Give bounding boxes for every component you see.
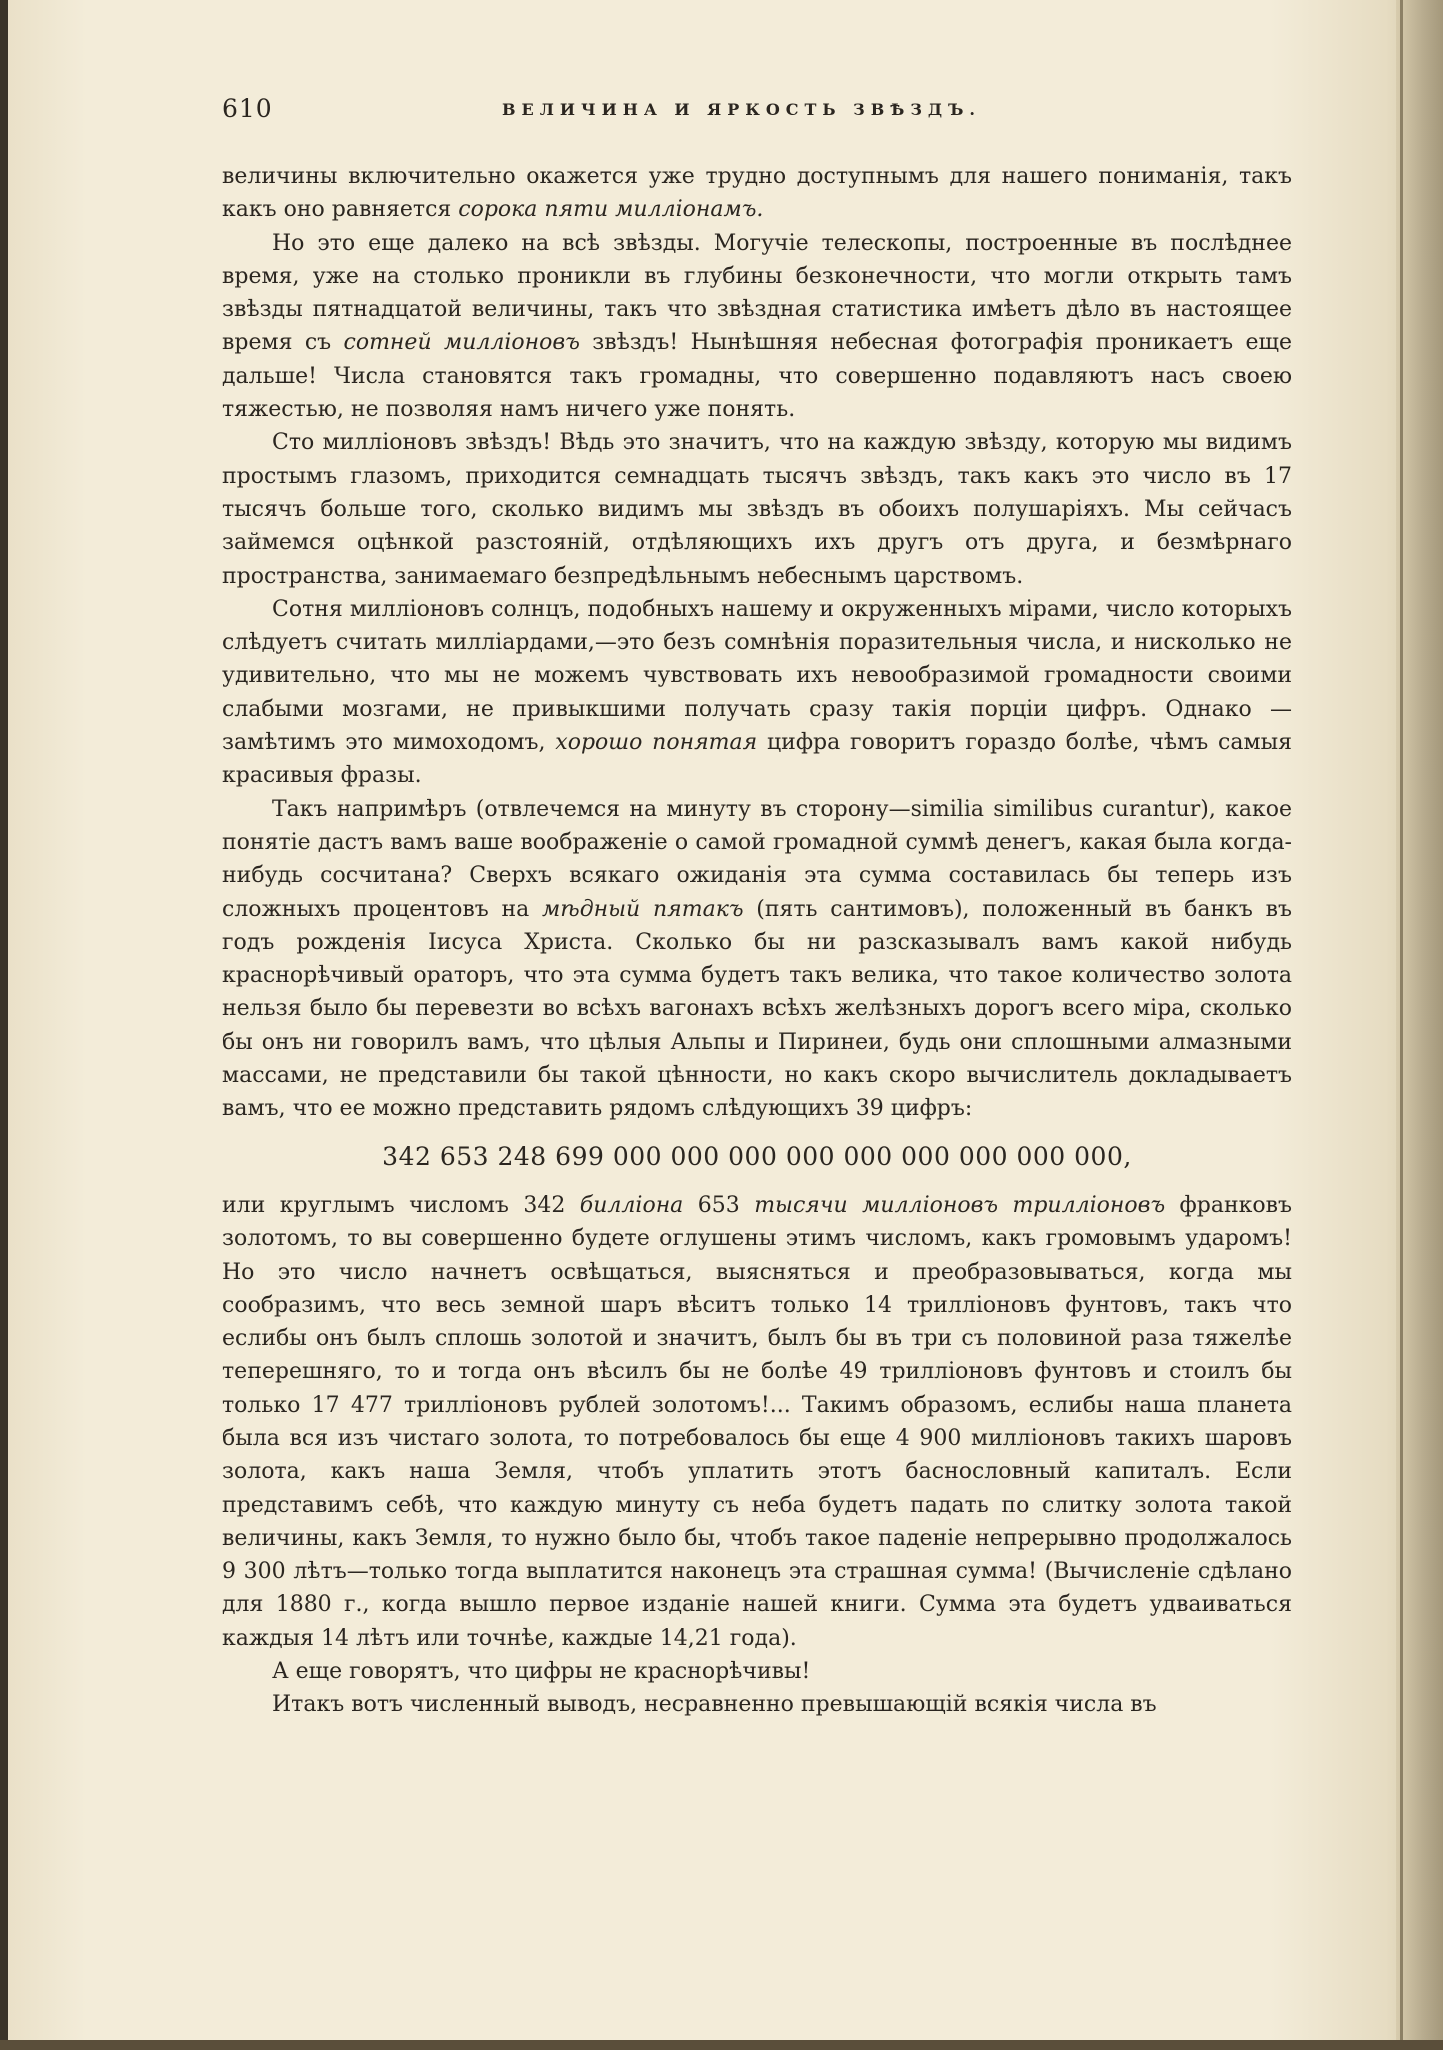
italic-text: сотней милліоновъ: [343, 330, 580, 356]
paragraph: [222, 160, 1292, 227]
paragraph: [222, 1655, 1292, 1688]
text-run: или круглымъ числомъ 342: [222, 1192, 580, 1218]
text-run: Итакъ вотъ численный выводъ, несравненно превышающій всякія числа въ: [272, 1692, 1157, 1718]
italic-text: мѣдный пятакъ: [542, 896, 744, 922]
italic-text: тысячи милліоновъ трилліоновъ: [754, 1192, 1166, 1218]
text-run: звѣздъ! Нынѣшняя небесная фотографія проникаетъ еще дальше! Числа становятся такъ громадны, что совершенно подавляютъ насъ своею тяжестью, не позволяя намъ ничего уже понять.: [222, 330, 1293, 423]
text-run: цифра говоритъ гораздо болѣе, чѣмъ самыя красивыя фразы.: [222, 730, 1292, 789]
text-run: франковъ золотомъ, то вы совершенно будете оглушены этимъ числомъ, какъ громовымъ ударомъ! Но это число начнетъ освѣщаться, выясняться и преобразовываться, когда мы сообразимъ, что весь земной шаръ вѣситъ только 14 трилліоновъ фунтовъ, такъ что еслибы онъ былъ сплошь золотой и значитъ, былъ бы въ три съ половиной раза тяжелѣе теперешняго, то и тогда онъ вѣсилъ бы не болѣе 49 трилліоновъ фунтовъ и стоилъ бы только 17 477 трилліоновъ рублей золотомъ!... Такимъ образомъ, еслибы наша планета была вся изъ чистаго золота, то потребовалось бы еще 4 900 милліоновъ такихъ шаровъ золота, какъ наша Земля, чтобъ уплатить этотъ баснословный капиталъ. Если представимъ себѣ, что каждую минуту съ неба будетъ падать по слитку золота такой величины, какъ Земля, то нужно было бы, чтобъ такое паденіе непрерывно продолжалось 9 300 лѣтъ—только тогда выплатится наконецъ эта страшная сумма! (Вычисленіе сдѣлано для 1880 г., когда вышло первое изданіе нашей книги. Сумма эта будетъ удваиваться каждыя 14 лѣтъ или точнѣе, каждые 14,21 года).: [222, 1192, 1293, 1651]
running-title: ВЕЛИЧИНА И ЯРКОСТЬ ЗВѢЗДЪ.: [502, 100, 981, 119]
paragraph: [222, 227, 1292, 427]
page-right-edge: [1396, 0, 1443, 2050]
paragraph: [222, 793, 1292, 1126]
text-run: (пять сантимовъ), положенный въ банкъ въ годъ рожденія Іисуса Христа. Сколько бы ни разсказывалъ вамъ какой нибудь краснорѣчивый ораторъ, что эта сумма будетъ такъ велика, что такое количество золота нельзя было бы перевезти во всѣхъ вагонахъ всѣхъ желѣзныхъ дорогъ всего міра, сколько бы онъ ни говорилъ вамъ, что цѣлыя Альпы и Пиринеи, будь они сплошными алмазными массами, не представили бы такой цѣнности, но какъ скоро вычислитель докладываетъ вамъ, что ее можно представить рядомъ слѣдующихъ 39 цифръ:: [222, 896, 1292, 1122]
page-number: 610: [222, 94, 273, 123]
text-run: А еще говорятъ, что цифры не краснорѣчивы!: [272, 1659, 811, 1685]
paragraph: [222, 1688, 1292, 1721]
page-left-edge: [0, 0, 8, 2050]
paragraph: [222, 593, 1292, 793]
paragraph: [222, 1189, 1292, 1655]
body-text: [222, 160, 1292, 1722]
text-run: величины включительно окажется уже трудно доступнымъ для нашего пониманія, такъ какъ оно равняется: [222, 164, 1292, 223]
text-run: Сто милліоновъ звѣздъ! Вѣдь это значитъ, что на каждую звѣзду, которую мы видимъ простымъ глазомъ, приходится семнадцать тысячъ звѣздъ, такъ какъ это число въ 17 тысячъ больше того, сколько видимъ мы звѣздъ въ обоихъ полушаріяхъ. Мы сейчасъ займемся оцѣнкой разстояній, отдѣляющихъ ихъ другъ отъ друга, и безмѣрнаго пространства, занимаемаго безпредѣльнымъ небеснымъ царствомъ.: [222, 430, 1292, 589]
italic-text: хорошо понятая: [555, 730, 758, 756]
page-header: [222, 94, 1292, 128]
italic-text: билліона: [579, 1192, 684, 1218]
large-number-formula: 342 653 248 699 000 000 000 000 000 000 000 000 000,: [382, 1141, 1132, 1171]
italic-text: сорока пяти милліонамъ.: [458, 197, 764, 223]
text-run: 653: [683, 1192, 755, 1218]
text-run: Но это еще далеко на всѣ звѣзды. Могучіе телескопы, построенные въ послѣднее время, уже на столько проникли въ глубины безконечности, что могли открыть тамъ звѣзды пятнадцатой величины, такъ что звѣздная статистика имѣетъ дѣло въ настоящее время съ: [222, 230, 1292, 356]
paragraph: [222, 426, 1292, 592]
page-bottom-edge: [0, 2040, 1443, 2050]
text-run: Такъ напримѣръ (отвлечемся на минуту въ сторону—similia similibus curantur), какое понятіе дастъ вамъ ваше воображеніе о самой громадной суммѣ денегъ, какая была когда-нибудь сосчитана? Сверхъ всякаго ожиданія эта сумма составилась бы теперь изъ сложныхъ процентовъ на: [222, 796, 1292, 922]
page-fold-line: [1400, 0, 1403, 2050]
text-run: Сотня милліоновъ солнцъ, подобныхъ нашему и окруженныхъ мірами, число которыхъ слѣдуетъ считать милліардами,—это безъ сомнѣнія поразительныя числа, и нисколько не удивительно, что мы не можемъ чувствовать ихъ невообразимой громадности своими слабыми мозгами, не привыкшими получать сразу такія порціи цифръ. Однако — замѣтимъ это мимоходомъ,: [222, 596, 1292, 756]
